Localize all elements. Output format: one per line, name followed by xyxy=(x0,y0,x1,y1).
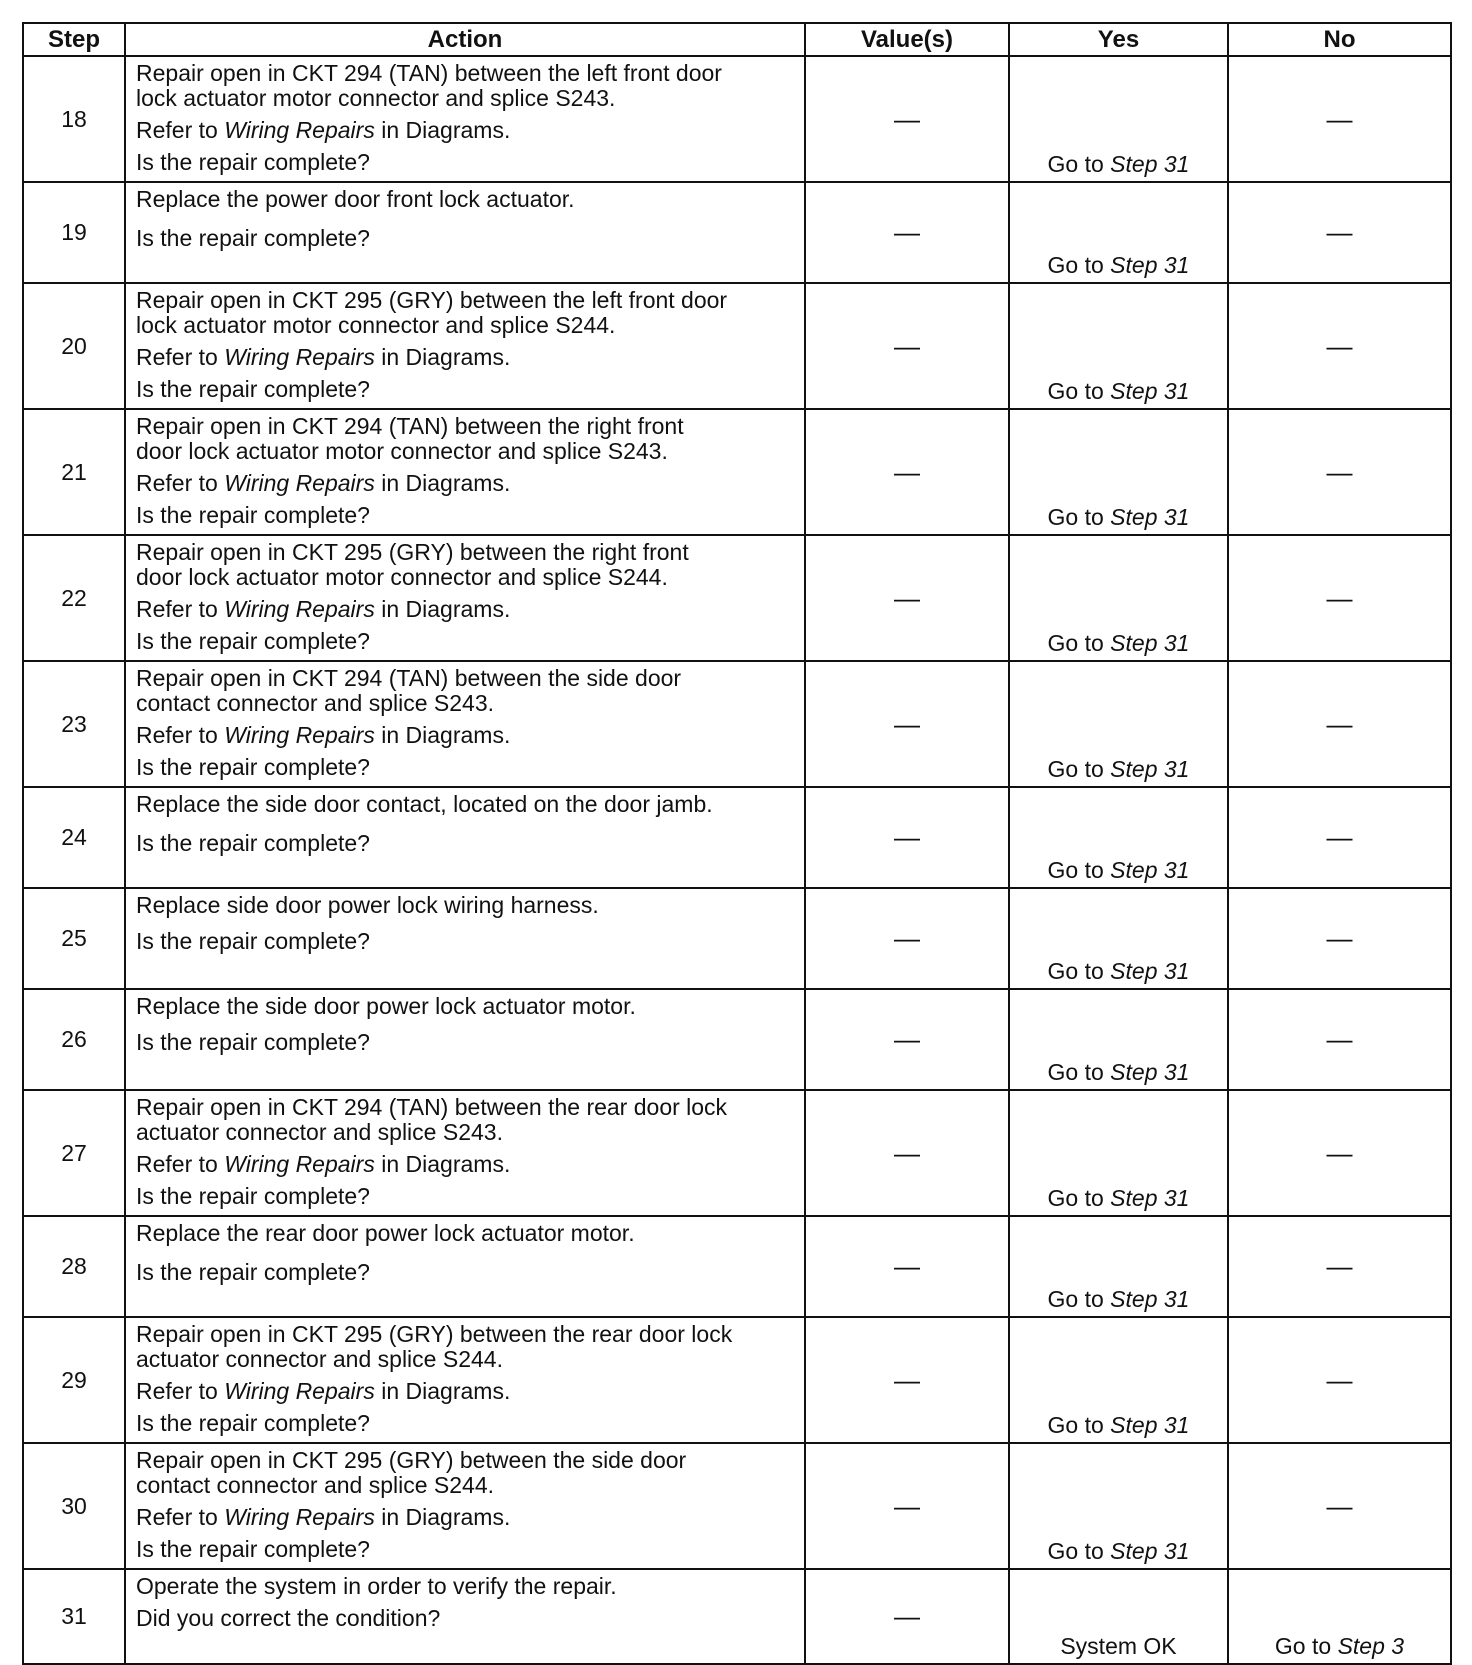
yes-cell: Go to Step 31 xyxy=(1009,989,1228,1090)
action-cell xyxy=(125,787,805,888)
header-yes: Yes xyxy=(1009,23,1228,56)
table-row xyxy=(23,1317,1451,1443)
action-cell xyxy=(125,535,805,661)
action-line: Repair open in CKT 295 (GRY) between the rear door lock xyxy=(136,1321,733,1347)
header-no: No xyxy=(1228,23,1451,56)
question-line: Is the repair complete? xyxy=(136,830,370,856)
value-cell: — xyxy=(805,1317,1009,1443)
table-row xyxy=(23,661,1451,787)
question-line: Is the repair complete? xyxy=(136,1410,370,1436)
action-cell xyxy=(125,283,805,409)
yes-cell: Go to Step 31 xyxy=(1009,535,1228,661)
action-line: lock actuator motor connector and splice S243. xyxy=(136,85,616,111)
header-step: Step xyxy=(23,23,125,56)
refer-line: Refer to Wiring Repairs in Diagrams. xyxy=(136,470,511,496)
question-line: Is the repair complete? xyxy=(136,754,370,780)
wiring-repairs-reference: Wiring Repairs xyxy=(224,344,375,370)
yes-cell: Go to Step 31 xyxy=(1009,661,1228,787)
value-cell: — xyxy=(805,1443,1009,1569)
no-cell: — xyxy=(1228,56,1451,182)
action-line: lock actuator motor connector and splice S244. xyxy=(136,312,616,338)
step-number: 27 xyxy=(23,1090,125,1216)
action-line: contact connector and splice S243. xyxy=(136,690,495,716)
table-row xyxy=(23,409,1451,535)
goto-step: Step 31 xyxy=(1110,1412,1190,1438)
step-number: 30 xyxy=(23,1443,125,1569)
refer-line: Refer to Wiring Repairs in Diagrams. xyxy=(136,1378,511,1404)
yes-cell: Go to Step 31 xyxy=(1009,1216,1228,1317)
value-cell: — xyxy=(805,989,1009,1090)
action-cell xyxy=(125,1216,805,1317)
step-number: 26 xyxy=(23,989,125,1090)
action-cell xyxy=(125,1317,805,1443)
no-cell: — xyxy=(1228,182,1451,283)
action-cell xyxy=(125,56,805,182)
action-line: Repair open in CKT 295 (GRY) between the left front door xyxy=(136,287,728,313)
wiring-repairs-reference: Wiring Repairs xyxy=(224,470,375,496)
step-number: 22 xyxy=(23,535,125,661)
question-line: Is the repair complete? xyxy=(136,149,370,175)
action-line: Replace the side door power lock actuator motor. xyxy=(136,993,636,1019)
action-line: Repair open in CKT 294 (TAN) between the left front door xyxy=(136,60,722,86)
no-cell: — xyxy=(1228,661,1451,787)
value-cell: — xyxy=(805,1569,1009,1664)
goto-step: Step 31 xyxy=(1110,504,1190,530)
step-number: 19 xyxy=(23,182,125,283)
question-line: Is the repair complete? xyxy=(136,1029,370,1055)
table-row xyxy=(23,535,1451,661)
yes-cell: Go to Step 31 xyxy=(1009,787,1228,888)
action-line: Repair open in CKT 294 (TAN) between the right front xyxy=(136,413,684,439)
no-cell: — xyxy=(1228,1443,1451,1569)
yes-cell: Go to Step 31 xyxy=(1009,283,1228,409)
step-number: 29 xyxy=(23,1317,125,1443)
goto-step: Step 31 xyxy=(1110,252,1190,278)
action-line: door lock actuator motor connector and splice S243. xyxy=(136,438,668,464)
table-row xyxy=(23,1443,1451,1569)
refer-line: Refer to Wiring Repairs in Diagrams. xyxy=(136,117,511,143)
value-cell: — xyxy=(805,787,1009,888)
wiring-repairs-reference: Wiring Repairs xyxy=(224,1504,375,1530)
table-row xyxy=(23,182,1451,283)
table-row xyxy=(23,1090,1451,1216)
no-cell: — xyxy=(1228,787,1451,888)
yes-cell: System OK xyxy=(1009,1569,1228,1664)
yes-cell: Go to Step 31 xyxy=(1009,409,1228,535)
value-cell: — xyxy=(805,535,1009,661)
refer-line: Refer to Wiring Repairs in Diagrams. xyxy=(136,1504,511,1530)
value-cell: — xyxy=(805,661,1009,787)
action-line: Replace side door power lock wiring harness. xyxy=(136,892,599,918)
value-cell: — xyxy=(805,56,1009,182)
question-line: Is the repair complete? xyxy=(136,928,370,954)
wiring-repairs-reference: Wiring Repairs xyxy=(224,1378,375,1404)
action-line: contact connector and splice S244. xyxy=(136,1472,495,1498)
yes-cell: Go to Step 31 xyxy=(1009,1317,1228,1443)
wiring-repairs-reference: Wiring Repairs xyxy=(224,596,375,622)
action-cell xyxy=(125,989,805,1090)
table-row xyxy=(23,1569,1451,1664)
step-number: 18 xyxy=(23,56,125,182)
value-cell: — xyxy=(805,1216,1009,1317)
no-cell: — xyxy=(1228,535,1451,661)
value-cell: — xyxy=(805,1090,1009,1216)
step-number: 25 xyxy=(23,888,125,989)
no-cell: — xyxy=(1228,409,1451,535)
diagnostic-table xyxy=(22,22,1452,1665)
value-cell: — xyxy=(805,888,1009,989)
header-row xyxy=(23,23,1451,56)
action-line: door lock actuator motor connector and splice S244. xyxy=(136,564,668,590)
header-values: Value(s) xyxy=(805,23,1009,56)
action-line: Repair open in CKT 294 (TAN) between the side door xyxy=(136,665,682,691)
goto-step: Step 3 xyxy=(1337,1633,1405,1659)
question-line: Did you correct the condition? xyxy=(136,1605,441,1631)
refer-line: Refer to Wiring Repairs in Diagrams. xyxy=(136,596,511,622)
wiring-repairs-reference: Wiring Repairs xyxy=(224,1151,375,1177)
goto-step: Step 31 xyxy=(1110,756,1190,782)
header-action: Action xyxy=(125,23,805,56)
table-row xyxy=(23,888,1451,989)
question-line: Is the repair complete? xyxy=(136,502,370,528)
no-cell: — xyxy=(1228,1317,1451,1443)
goto-step: Step 31 xyxy=(1110,1185,1190,1211)
goto-step: Step 31 xyxy=(1110,1538,1190,1564)
action-line: Replace the side door contact, located on the door jamb. xyxy=(136,791,713,817)
step-number: 31 xyxy=(23,1569,125,1664)
question-line: Is the repair complete? xyxy=(136,1183,370,1209)
action-line: Repair open in CKT 294 (TAN) between the rear door lock xyxy=(136,1094,728,1120)
table-row xyxy=(23,56,1451,182)
table-row xyxy=(23,787,1451,888)
goto-step: Step 31 xyxy=(1110,630,1190,656)
action-line: Operate the system in order to verify the repair. xyxy=(136,1573,617,1599)
refer-line: Refer to Wiring Repairs in Diagrams. xyxy=(136,1151,511,1177)
goto-step: Step 31 xyxy=(1110,1059,1190,1085)
question-line: Is the repair complete? xyxy=(136,628,370,654)
refer-line: Refer to Wiring Repairs in Diagrams. xyxy=(136,344,511,370)
goto-step: Step 31 xyxy=(1110,378,1190,404)
value-cell: — xyxy=(805,409,1009,535)
step-number: 20 xyxy=(23,283,125,409)
question-line: Is the repair complete? xyxy=(136,1259,370,1285)
action-cell xyxy=(125,409,805,535)
yes-cell: Go to Step 31 xyxy=(1009,888,1228,989)
table-row xyxy=(23,989,1451,1090)
no-cell: — xyxy=(1228,1216,1451,1317)
action-cell xyxy=(125,182,805,283)
goto-step: Step 31 xyxy=(1110,857,1190,883)
action-cell xyxy=(125,1443,805,1569)
action-cell xyxy=(125,888,805,989)
refer-line: Refer to Wiring Repairs in Diagrams. xyxy=(136,722,511,748)
wiring-repairs-reference: Wiring Repairs xyxy=(224,722,375,748)
step-number: 24 xyxy=(23,787,125,888)
question-line: Is the repair complete? xyxy=(136,225,370,251)
step-number: 28 xyxy=(23,1216,125,1317)
question-line: Is the repair complete? xyxy=(136,1536,370,1562)
action-line: Replace the power door front lock actuator. xyxy=(136,186,575,212)
action-line: actuator connector and splice S243. xyxy=(136,1119,503,1145)
yes-cell: Go to Step 31 xyxy=(1009,56,1228,182)
goto-step: Step 31 xyxy=(1110,151,1190,177)
question-line: Is the repair complete? xyxy=(136,376,370,402)
action-line: Repair open in CKT 295 (GRY) between the right front xyxy=(136,539,689,565)
no-cell: — xyxy=(1228,989,1451,1090)
action-line: Replace the rear door power lock actuator motor. xyxy=(136,1220,635,1246)
goto-step: Step 31 xyxy=(1110,958,1190,984)
yes-cell: Go to Step 31 xyxy=(1009,182,1228,283)
goto-step: Step 31 xyxy=(1110,1286,1190,1312)
yes-cell: Go to Step 31 xyxy=(1009,1090,1228,1216)
step-number: 21 xyxy=(23,409,125,535)
no-cell: Go to Step 3 xyxy=(1228,1569,1451,1664)
action-line: Repair open in CKT 295 (GRY) between the side door xyxy=(136,1447,687,1473)
table-row xyxy=(23,283,1451,409)
action-cell xyxy=(125,1569,805,1664)
no-cell: — xyxy=(1228,1090,1451,1216)
table-row xyxy=(23,1216,1451,1317)
action-line: actuator connector and splice S244. xyxy=(136,1346,503,1372)
yes-cell: Go to Step 31 xyxy=(1009,1443,1228,1569)
step-number: 23 xyxy=(23,661,125,787)
action-cell xyxy=(125,661,805,787)
value-cell: — xyxy=(805,182,1009,283)
value-cell: — xyxy=(805,283,1009,409)
no-cell: — xyxy=(1228,888,1451,989)
wiring-repairs-reference: Wiring Repairs xyxy=(224,117,375,143)
no-cell: — xyxy=(1228,283,1451,409)
action-cell xyxy=(125,1090,805,1216)
